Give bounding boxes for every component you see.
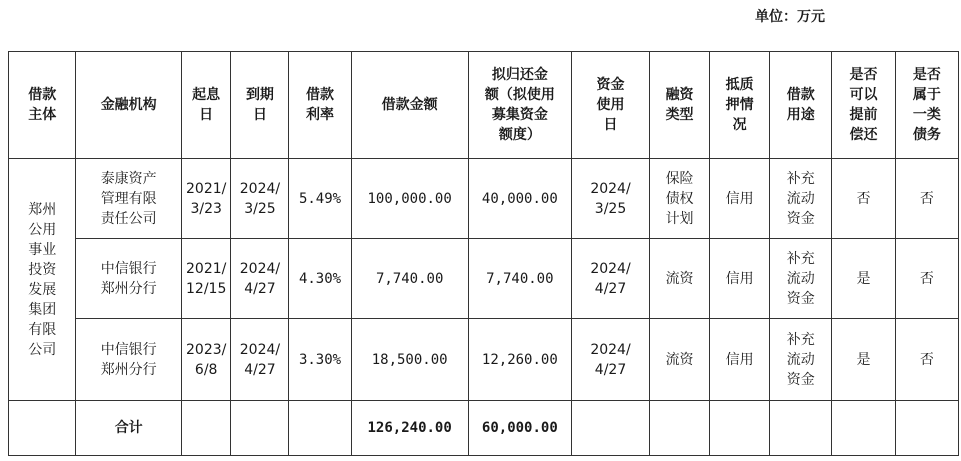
start-date-cell: 2023/ 6/8 bbox=[181, 319, 231, 401]
unit-label: 单位：万元 bbox=[755, 9, 825, 25]
use-date-cell: 2024/ 4/27 bbox=[572, 239, 650, 319]
purpose-cell: 补充 流动 资金 bbox=[770, 239, 832, 319]
header-collateral: 抵质 押情 况 bbox=[710, 52, 770, 159]
amount-cell: 18,500.00 bbox=[351, 319, 468, 401]
total-empty-cell bbox=[572, 401, 650, 456]
institution-cell: 泰康资产 管理有限 责任公司 bbox=[76, 159, 181, 239]
total-empty-cell bbox=[289, 401, 351, 456]
table-row bbox=[9, 159, 959, 239]
total-empty-cell bbox=[770, 401, 832, 456]
early-repay-cell: 否 bbox=[832, 159, 895, 239]
amount-cell: 7,740.00 bbox=[351, 239, 468, 319]
total-empty-cell bbox=[9, 401, 76, 456]
header-type: 融资 类型 bbox=[650, 52, 710, 159]
type-cell: 流资 bbox=[650, 319, 710, 401]
header-institution: 金融机构 bbox=[76, 52, 181, 159]
repay-cell: 40,000.00 bbox=[468, 159, 571, 239]
header-rate: 借款 利率 bbox=[289, 52, 351, 159]
total-empty-cell bbox=[650, 401, 710, 456]
type-cell: 流资 bbox=[650, 239, 710, 319]
institution-cell: 中信银行 郑州分行 bbox=[76, 319, 181, 401]
collateral-cell: 信用 bbox=[710, 239, 770, 319]
total-empty-cell bbox=[895, 401, 958, 456]
collateral-cell: 信用 bbox=[710, 319, 770, 401]
header-borrower: 借款 主体 bbox=[9, 52, 76, 159]
collateral-cell: 信用 bbox=[710, 159, 770, 239]
class1-cell: 否 bbox=[895, 319, 958, 401]
repay-cell: 7,740.00 bbox=[468, 239, 571, 319]
total-repay: 60,000.00 bbox=[468, 401, 571, 456]
header-repay: 拟归还金 额（拟使用 募集资金 额度） bbox=[468, 52, 571, 159]
end-date-cell: 2024/ 4/27 bbox=[231, 319, 289, 401]
total-label: 合计 bbox=[76, 401, 181, 456]
header-row bbox=[9, 52, 959, 159]
header-use-date: 资金 使用 日 bbox=[572, 52, 650, 159]
type-cell: 保险 债权 计划 bbox=[650, 159, 710, 239]
total-empty-cell bbox=[231, 401, 289, 456]
header-purpose: 借款 用途 bbox=[770, 52, 832, 159]
class1-cell: 否 bbox=[895, 239, 958, 319]
total-empty-cell bbox=[181, 401, 231, 456]
header-end-date: 到期 日 bbox=[231, 52, 289, 159]
repay-cell: 12,260.00 bbox=[468, 319, 571, 401]
rate-cell: 4.30% bbox=[289, 239, 351, 319]
header-early-repay: 是否 可以 提前 偿还 bbox=[832, 52, 895, 159]
early-repay-cell: 是 bbox=[832, 319, 895, 401]
header-amount: 借款金额 bbox=[351, 52, 468, 159]
rate-cell: 5.49% bbox=[289, 159, 351, 239]
table-row bbox=[9, 239, 959, 319]
start-date-cell: 2021/ 3/23 bbox=[181, 159, 231, 239]
debt-table bbox=[8, 51, 959, 456]
total-row bbox=[9, 401, 959, 456]
header-class1: 是否 属于 一类 债务 bbox=[895, 52, 958, 159]
amount-cell: 100,000.00 bbox=[351, 159, 468, 239]
total-empty-cell bbox=[710, 401, 770, 456]
rate-cell: 3.30% bbox=[289, 319, 351, 401]
early-repay-cell: 是 bbox=[832, 239, 895, 319]
institution-cell: 中信银行 郑州分行 bbox=[76, 239, 181, 319]
use-date-cell: 2024/ 4/27 bbox=[572, 319, 650, 401]
header-start-date: 起息 日 bbox=[181, 52, 231, 159]
use-date-cell: 2024/ 3/25 bbox=[572, 159, 650, 239]
purpose-cell: 补充 流动 资金 bbox=[770, 159, 832, 239]
end-date-cell: 2024/ 3/25 bbox=[231, 159, 289, 239]
total-empty-cell bbox=[832, 401, 895, 456]
table-row bbox=[9, 319, 959, 401]
end-date-cell: 2024/ 4/27 bbox=[231, 239, 289, 319]
class1-cell: 否 bbox=[895, 159, 958, 239]
start-date-cell: 2021/ 12/15 bbox=[181, 239, 231, 319]
purpose-cell: 补充 流动 资金 bbox=[770, 319, 832, 401]
total-amount: 126,240.00 bbox=[351, 401, 468, 456]
borrower-cell: 郑州 公用 事业 投资 发展 集团 有限 公司 bbox=[9, 159, 76, 401]
